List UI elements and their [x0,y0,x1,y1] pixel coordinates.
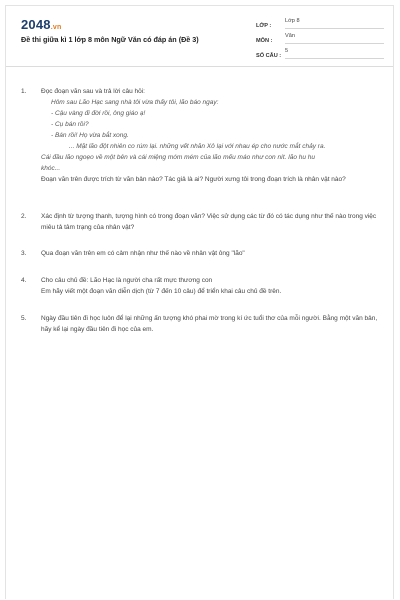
meta-key-class: LỚP : [256,23,272,29]
question-text: Đoạn văn trên được trích từ văn bản nào? Tác giả là ai? Người xưng tôi trong đoạn trích là nhân vật nào? [41,176,346,183]
meta-value-class: Lớp 8 [285,16,384,29]
meta-row-class [256,14,384,29]
logo-main: 2048 [21,17,51,32]
question-text: Em hãy viết một đoạn văn diễn dịch (từ 7 đến 10 câu) để triển khai câu chủ đề trên. [41,288,282,295]
passage-line: ... Mặt lão đột nhiên co rúm lại. những vết nhăn Xô lại với nhau ép cho nước mắt chảy ra. [69,143,326,150]
question-number: 3. [21,250,27,257]
question-3 [21,248,381,259]
question-intro: Đọc đoạn văn sau và trả lời câu hỏi: [41,88,145,95]
question-text: Cho câu chủ đề: Lão Hạc là người cha rất mực thương con [41,277,213,284]
exam-sheet [5,5,394,599]
exam-title: Đề thi giữa kì 1 lớp 8 môn Ngữ Văn có đáp án (Đề 3) [21,35,199,44]
question-text: Ngày đầu tiên đi học luôn để lại những ấn tượng khó phai mờ trong kí ức tuổi thơ của mỗi người. Bằng một văn bản, hãy kể lại ngày đầu tiên đi học của em. [41,315,378,333]
passage [41,97,381,174]
meta-row-count [256,44,384,59]
passage-line: khóc... [41,165,61,172]
passage-line: Hôm sau Lão Hạc sang nhà tôi vừa thấy tôi, lão báo ngay: [51,99,219,106]
site-logo[interactable] [21,17,61,32]
meta-key-subject: MÔN : [256,38,273,44]
meta-row-subject [256,29,384,44]
passage-line: - Cụ bán rồi? [51,121,89,128]
question-number: 1. [21,88,27,95]
meta-key-count: SỐ CÂU : [256,53,282,59]
passage-line: - Bán rồi! Họ vừa bắt xong. [51,132,129,139]
meta-value-subject: Văn [285,31,384,44]
question-2 [21,211,381,233]
question-number: 2. [21,213,27,220]
question-text: Qua đoạn văn trên em có cảm nhận như thế nào về nhân vật ông "lão" [41,250,245,257]
meta-value-count: 5 [285,46,384,59]
question-1 [21,86,381,185]
passage-line: Cái đầu lão ngoẹo về một bên và cái miệng móm mém của lão mếu máo như con nít. lão hu hu [41,154,316,161]
question-number: 4. [21,277,27,284]
question-text: Xác định từ tượng thanh, tượng hình có trong đoạn văn? Việc sử dụng các từ đó có tác dụng như thế nào trong việc miêu tả tâm trạng của nhân vật? [41,213,377,231]
logo-suffix: .vn [50,24,62,31]
question-5 [21,313,381,335]
exam-header [6,6,393,67]
passage-line: - Cậu vàng đi đời rồi, ông giáo ạ! [51,110,146,117]
exam-meta [256,14,384,59]
question-4 [21,275,381,297]
question-number: 5. [21,315,27,322]
questions-list [21,86,381,335]
